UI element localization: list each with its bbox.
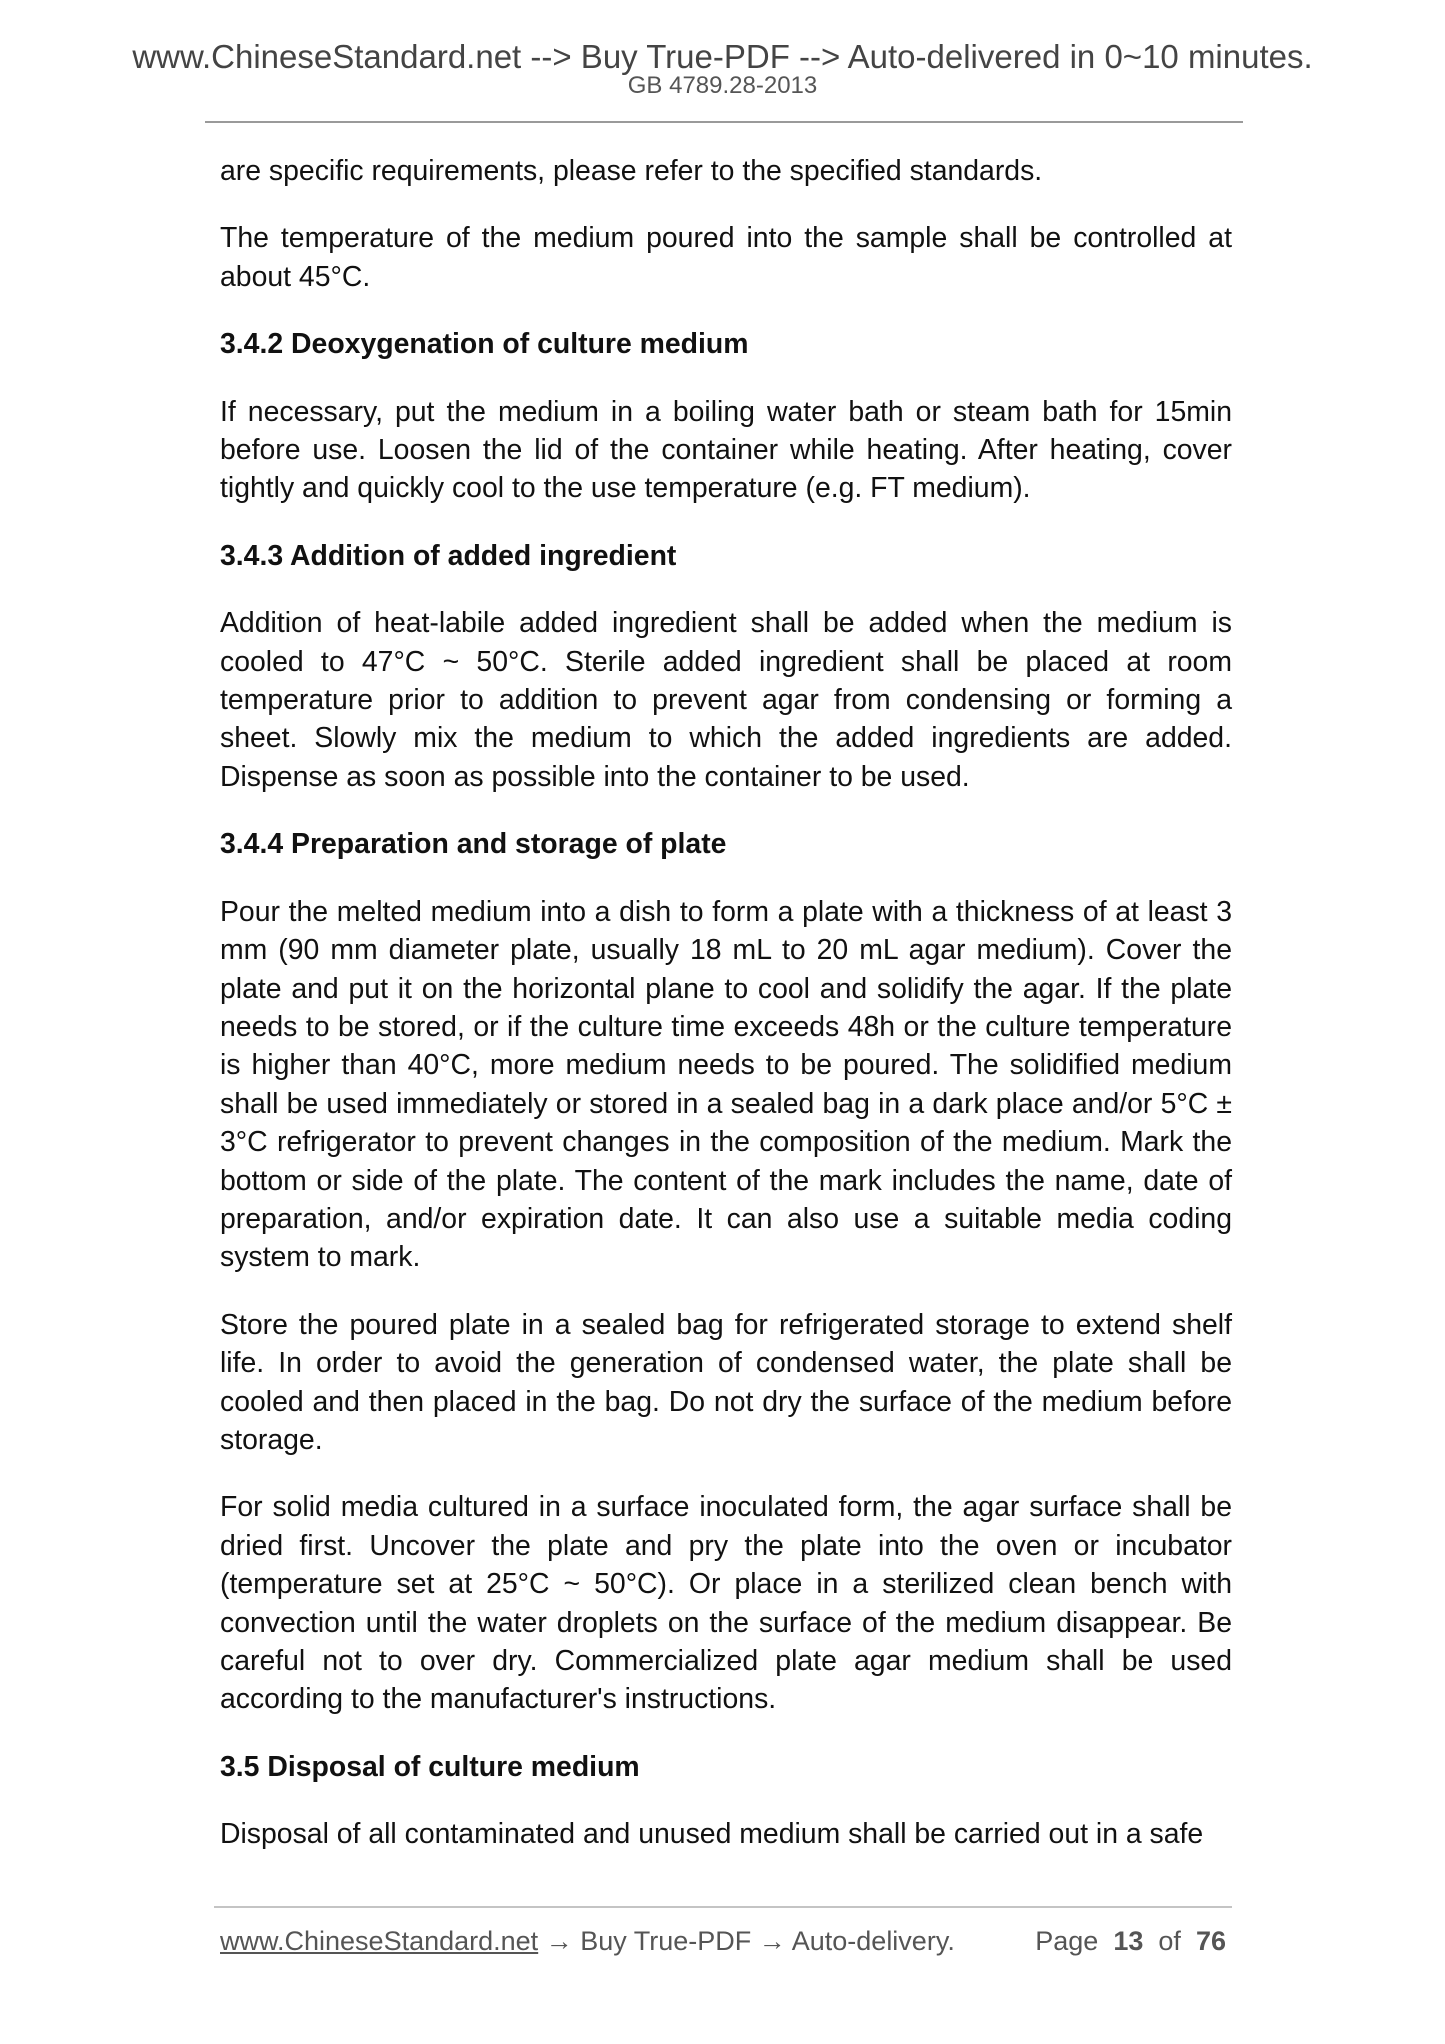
paragraph: Disposal of all contaminated and unused medium shall be carried out in a safe — [220, 1818, 1204, 1851]
section-heading-3-4-4: 3.4.4 Preparation and storage of plate — [220, 828, 727, 861]
page-indicator — [1035, 1924, 1226, 1958]
site-banner: www.ChineseStandard.net --> Buy True-PDF --> Auto-delivered in 0~10 minutes. — [132, 38, 1313, 75]
footer-divider — [214, 1906, 1232, 1908]
footer-tagline: → Buy True-PDF → Auto-delivery. — [538, 1926, 955, 1956]
paragraph: Pour the melted medium into a dish to form a plate with a thickness of at least 3 mm (90 mm diameter plate, usually 18 mL to 20 mL agar medium). Cover the plate and put it on the horizontal plane to cool and solidify the agar. If the plate needs to be stored, or if the culture time exceeds 48h or the culture temperature is higher than 40°C, more medium needs to be poured. The solidified medium shall be used immediately or stored in a sealed bag in a dark place and/or 5°C ± 3°C refrigerator to prevent changes in the composition of the medium. Mark the bottom or side of the plate. The content of the mark includes the name, date of preparation, and/or expiration date. It can also use a suitable media coding system to mark. — [220, 895, 1232, 1274]
total-pages: 76 — [1195, 1926, 1226, 1956]
paragraph: If necessary, put the medium in a boiling water bath or steam bath for 15min before use. Loosen the lid of the container while heating. After heating, cover tightly and quickly cool to the use temperature (e.g. FT medium). — [220, 395, 1232, 505]
section-heading-3-4-3: 3.4.3 Addition of added ingredient — [220, 539, 677, 572]
page-footer — [220, 1924, 1232, 1958]
paragraph: For solid media cultured in a surface inoculated form, the agar surface shall be dried first. Uncover the plate and pry the plate into the oven or incubator (temperature set at 25°C ~ 50°C). Or place in a sterilized clean bench with convection until the water droplets on the surface of the medium disappear. Be careful not to over dry. Commercialized plate agar medium shall be used according to the manufacturer's instructions. — [220, 1491, 1232, 1716]
of-label: of — [1158, 1926, 1181, 1956]
header-divider — [205, 121, 1243, 123]
paragraph: The temperature of the medium poured into the sample shall be controlled at about 45°C. — [220, 222, 1232, 293]
paragraph: Addition of heat-labile added ingredient shall be added when the medium is cooled to 47°C ~ 50°C. Sterile added ingredient shall be placed at room temperature prior to addition to prevent agar from condensing or forming a sheet. Slowly mix the medium to which the added ingredients are added. Dispense as soon as possible into the container to be used. — [220, 607, 1232, 793]
document-body — [220, 152, 1232, 1854]
paragraph: Store the poured plate in a sealed bag for refrigerated storage to extend shelf life. In order to avoid the generation of condensed water, the plate shall be cooled and then placed in the bag. Do not dry the surface of the medium before storage. — [220, 1308, 1232, 1456]
footer-site-link[interactable]: www.ChineseStandard.net — [220, 1926, 539, 1956]
page-label: Page — [1035, 1926, 1099, 1956]
paragraph: are specific requirements, please refer to the specified standards. — [220, 155, 1043, 187]
page-number: 13 — [1113, 1926, 1144, 1956]
section-heading-3-5: 3.5 Disposal of culture medium — [220, 1750, 640, 1783]
standard-code: GB 4789.28-2013 — [627, 72, 818, 99]
section-heading-3-4-2: 3.4.2 Deoxygenation of culture medium — [220, 328, 749, 361]
